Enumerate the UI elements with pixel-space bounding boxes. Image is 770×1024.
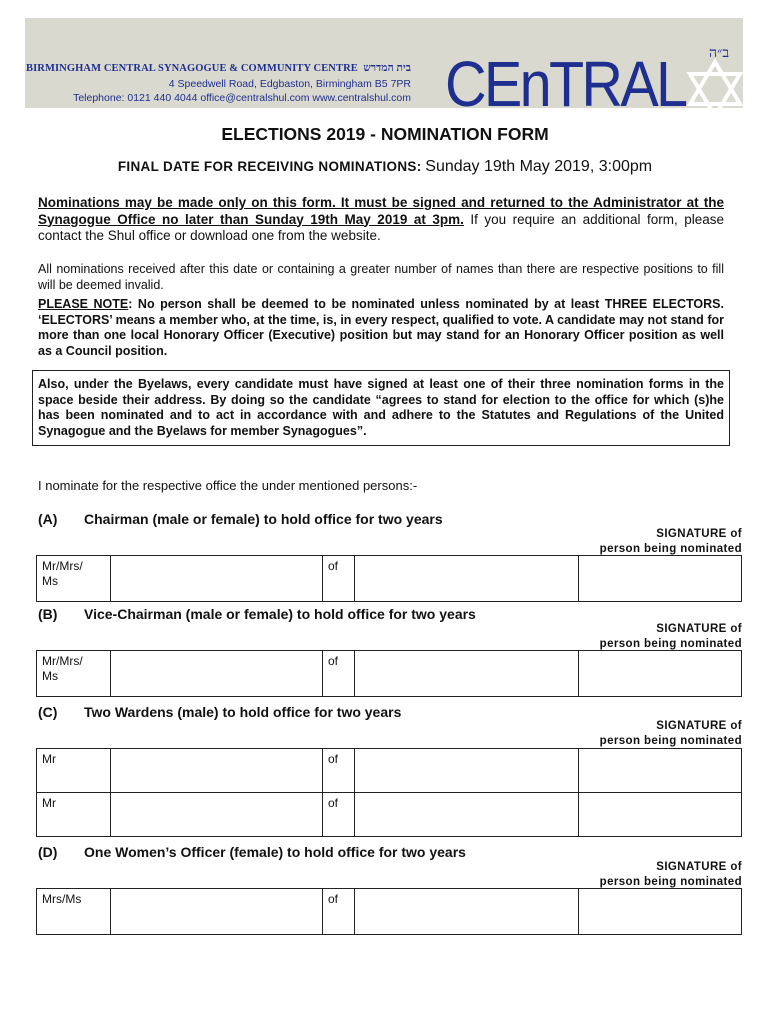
byelaws-note-box: Also, under the Byelaws, every candidate must have signed at least one of their three nomination forms in the space beside their address. By doing so the candidate “agrees to stand for election to the office for which (s)he has been nominated and to act in accordance with and adhere to the Statutes and Regulations of the United Synagogue and the Byelaws for member Synagogues”. [32, 370, 730, 446]
signature-header-line2: person being nominated [599, 735, 742, 747]
nominee-name-field[interactable] [111, 889, 323, 934]
section-title: Chairman (male or female) to hold office for two years [84, 511, 443, 527]
nominee-address-field[interactable] [355, 749, 579, 792]
section-letter: (B) [38, 606, 58, 622]
title-prefix: Mr [37, 793, 111, 836]
signature-header-line1: SIGNATURE of [656, 720, 742, 732]
signature-header [542, 527, 742, 557]
please-note [38, 297, 724, 359]
nominee-address-field[interactable] [355, 556, 579, 601]
of-label: of [323, 651, 355, 696]
bh-mark: ב״ה [709, 46, 730, 61]
section-letter: (C) [38, 704, 58, 720]
central-logo: CEnTRAL [445, 48, 686, 120]
org-address: 4 Speedwell Road, Edgbaston, Birmingham B5 7PR [168, 78, 411, 90]
nominee-name-field[interactable] [111, 651, 323, 696]
final-date [0, 158, 770, 176]
of-label: of [323, 793, 355, 836]
of-label: of [323, 749, 355, 792]
invalid-nominations-note: All nominations received after this date or containing a greater number of names than there are respective positions to fill will be deemed invalid. [38, 262, 724, 292]
signature-header [542, 719, 742, 749]
section-title: One Women’s Officer (female) to hold office for two years [84, 844, 466, 860]
final-date-label: FINAL DATE FOR RECEIVING NOMINATIONS: [117, 159, 422, 174]
signature-field[interactable] [579, 651, 741, 696]
title-prefix: Mr/Mrs/ Ms [37, 651, 111, 696]
nominee-name-field[interactable] [111, 793, 323, 836]
nominee-name-field[interactable] [111, 556, 323, 601]
section-title: Two Wardens (male) to hold office for two years [84, 704, 402, 720]
nomination-row [36, 792, 742, 837]
signature-header-line2: person being nominated [599, 876, 742, 888]
final-date-value: Sunday 19th May 2019, 3:00pm [425, 158, 653, 175]
please-note-label: PLEASE NOTE [38, 297, 129, 311]
signature-header-line1: SIGNATURE of [656, 528, 742, 540]
star-of-david-icon [685, 58, 745, 120]
nomination-row [36, 555, 742, 602]
title-prefix: Mr/Mrs/ Ms [37, 556, 111, 601]
section-title: Vice-Chairman (male or female) to hold office for two years [84, 606, 476, 622]
additional-form-text: If you require an additional form, please contact the Shul office or download one from the website. [38, 211, 724, 243]
org-contact: Telephone: 0121 440 4044 office@centralshul.com www.centralshul.com [73, 92, 411, 104]
submission-instructions [38, 195, 724, 245]
nominee-address-field[interactable] [355, 889, 579, 934]
section-letter: (D) [38, 844, 58, 860]
signature-header-line2: person being nominated [599, 638, 742, 650]
signature-header-line2: person being nominated [599, 543, 742, 555]
hebrew-name: בית המדרש [363, 63, 411, 74]
org-name: BIRMINGHAM CENTRAL SYNAGOGUE & COMMUNITY CENTRE בית המדרש [26, 63, 411, 74]
nomination-row [36, 748, 742, 793]
nominate-line: I nominate for the respective office the under mentioned persons:- [38, 478, 418, 493]
signature-header-line1: SIGNATURE of [656, 861, 742, 873]
title-prefix: Mrs/Ms [37, 889, 111, 934]
title-prefix: Mr [37, 749, 111, 792]
nominee-name-field[interactable] [111, 749, 323, 792]
nomination-row [36, 650, 742, 697]
signature-field[interactable] [579, 749, 741, 792]
of-label: of [323, 889, 355, 934]
signature-field[interactable] [579, 889, 741, 934]
signature-field[interactable] [579, 556, 741, 601]
signature-header [542, 860, 742, 890]
signature-header [542, 622, 742, 652]
signature-field[interactable] [579, 793, 741, 836]
header-banner [25, 18, 743, 120]
nominee-address-field[interactable] [355, 651, 579, 696]
signature-header-line1: SIGNATURE of [656, 623, 742, 635]
submission-deadline-text: Nominations may be made only on this form. It must be signed and returned to the Administrator at the Synagogue Office no later than Sunday 19th May 2019 at 3pm. [38, 195, 724, 227]
form-title: ELECTIONS 2019 - NOMINATION FORM [221, 124, 549, 144]
section-letter: (A) [38, 511, 58, 527]
nominee-address-field[interactable] [355, 793, 579, 836]
nomination-row [36, 888, 742, 935]
please-note-text: : No person shall be deemed to be nominated unless nominated by at least THREE ELECTORS. ‘ELECTORS’ means a member who, at the time, is, in every respect, qualified to vote. A candidate may not stand for more than one local Honorary Officer (Executive) position but may stand for an Honorary Officer position as well as a Council position. [38, 297, 724, 358]
of-label: of [323, 556, 355, 601]
